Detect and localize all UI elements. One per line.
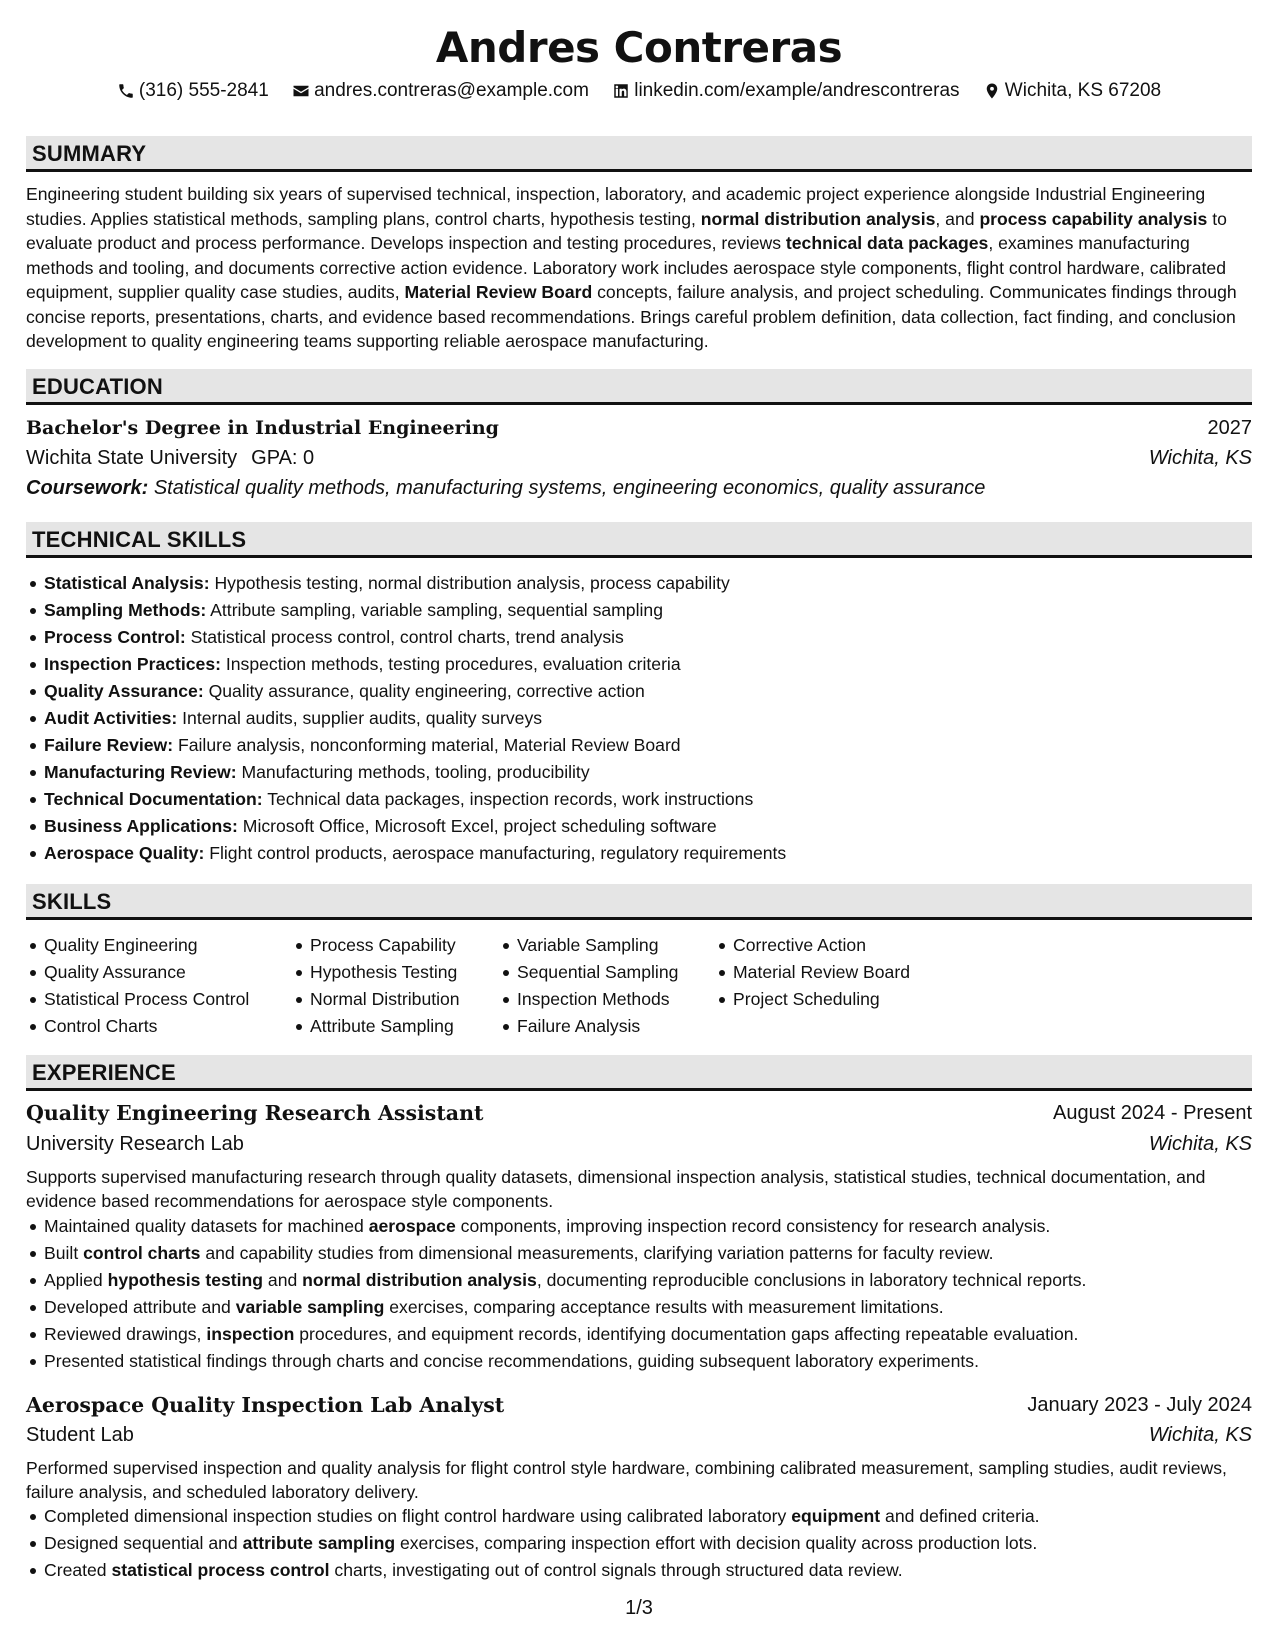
contact-location [983,79,1161,103]
bold-phrase: aerospace [368,1216,456,1236]
job-bullets [26,1503,1040,1584]
job-bullet [26,1267,1086,1294]
skill-item: Process Capability [292,932,460,959]
skill-category-text: Failure analysis, nonconforming material, Material Review Board [173,735,681,755]
job-bullet [26,1503,1040,1530]
education-degree-row [26,414,1252,442]
technical-skill-item [26,732,786,759]
gpa: GPA: 0 [251,447,315,469]
text-run: procedures, and equipment records, identifying documentation gaps affecting repeatable evaluation. [294,1324,1079,1344]
bold-phrase: Material Review Board [404,282,593,302]
text-run: Maintained quality datasets for machined [44,1216,369,1236]
school-name: Wichita State University [26,447,238,469]
skill-category-label: Inspection Practices: [44,654,221,674]
phone-icon [117,82,135,100]
bold-phrase: control charts [83,1243,201,1263]
linkedin-text: linkedin.com/example/andrescontreras [634,80,960,101]
technical-skills-list [26,570,786,867]
text-run: concepts, failure analysis, and project scheduling. Communicates findings through concise reports, presentations, charts, and evidence based recommendations. Brings careful problem definition, data collection, fact finding, and conclusion development to quality engineering teams supporting reliable aerospace manufacturing. [26,282,1237,351]
job-bullet [26,1240,1086,1267]
job-summary: Supports supervised manufacturing research through quality datasets, dimensional inspection analysis, statistical studies, technical documentation, and evidence based recommendations for aerospace style components. [26,1167,1206,1211]
job-bullet [26,1348,1086,1375]
skill-item: Inspection Methods [499,986,678,1013]
text-run: charts, investigating out of control signals through structured data review. [329,1560,903,1580]
bold-phrase: process capability analysis [979,208,1208,229]
job-location: Wichita, KS [1148,1133,1252,1155]
text-run: to evaluate product and process performance. Develops inspection and testing procedures, reviews [26,208,1227,253]
skill-category-label: Quality Assurance: [44,681,204,701]
text-run: Created [44,1560,112,1580]
skills-column [715,932,910,1013]
skill-category-text: Manufacturing methods, tooling, producibility [236,762,590,782]
phone-text: (316) 555-2841 [138,80,269,101]
skill-item: Failure Analysis [499,1013,678,1040]
job-dates: August 2024 - Present [1052,1102,1252,1124]
school-location: Wichita, KS [1148,447,1252,469]
skill-category-label: Sampling Methods: [44,600,207,620]
bold-phrase: technical data packages [785,233,989,253]
job-org: University Research Lab [26,1133,244,1155]
skill-category-text: Technical data packages, inspection records, work instructions [262,789,754,809]
contact-phone[interactable] [117,79,269,103]
text-run: components, improving inspection record consistency for research analysis. [455,1216,1051,1236]
skill-category-text: Microsoft Office, Microsoft Excel, project scheduling software [237,816,717,836]
coursework-row [26,474,1252,502]
email-icon [292,82,310,100]
summary-text [26,182,1252,354]
bold-phrase: normal distribution analysis [700,208,936,229]
skill-category-text: Flight control products, aerospace manufacturing, regulatory requirements [204,843,787,863]
text-run: , examines manufacturing methods and tooling, and documents corrective action evidence. Laboratory work includes aerospace style components, flight control hardware, calibrated equipment, supplier quality case studies, audits, [26,233,1226,302]
text-run: exercises, comparing acceptance results with measurement limitations. [384,1297,944,1317]
skill-item: Corrective Action [715,932,910,959]
summary-heading: SUMMARY [26,136,1252,172]
bold-phrase: inspection [206,1324,295,1344]
bold-phrase: normal distribution analysis [302,1270,537,1290]
contact-email[interactable] [292,79,589,103]
skill-category-text: Inspection methods, testing procedures, evaluation criteria [220,654,681,674]
location-pin-icon [983,82,1001,100]
education-school-row [26,444,1252,472]
text-run: Designed sequential and [44,1533,243,1553]
technical-skill-item [26,597,786,624]
skill-category-label: Business Applications: [44,816,238,836]
text-run: Engineering student building six years of supervised technical, inspection, laboratory, and academic project experience alongside Industrial Engineering studies. Applies statistical methods, sampling plans, control charts, hypothesis testing, [26,184,1206,229]
job-bullet [26,1294,1086,1321]
job-org-row [26,1421,1252,1449]
skill-category-text: Internal audits, supplier audits, quality surveys [177,708,543,728]
skill-category-text: Statistical process control, control charts, trend analysis [185,627,624,647]
job-title-row [26,1391,1252,1419]
contact-bar [26,79,1252,107]
job-title: Quality Engineering Research Assistant [26,1101,484,1125]
skill-item: Statistical Process Control [26,986,249,1013]
skill-category-text: Attribute sampling, variable sampling, sequential sampling [206,600,663,620]
skills-column [26,932,249,1040]
technical-skill-item [26,705,786,732]
technical-skill-item [26,813,786,840]
skill-item: Attribute Sampling [292,1013,460,1040]
job-bullets [26,1213,1086,1375]
page-number: 1/3 [625,1597,653,1619]
skills-heading: SKILLS [26,884,1252,920]
technical-skill-item [26,624,786,651]
skill-item: Control Charts [26,1013,249,1040]
text-run: Presented statistical findings through charts and concise recommendations, guiding subsequent laboratory experiments. [44,1351,979,1371]
text-run: and defined criteria. [880,1506,1040,1526]
job-location: Wichita, KS [1148,1424,1252,1446]
coursework-line [26,474,985,502]
technical-skill-item [26,678,786,705]
text-run: exercises, comparing inspection effort with decision quality across production lots. [395,1533,1038,1553]
technical-skill-item [26,759,786,786]
skill-category-label: Statistical Analysis: [44,573,210,593]
degree-year: 2027 [1207,417,1252,439]
skill-category-text: Hypothesis testing, normal distribution analysis, process capability [209,573,730,593]
text-run: Built [44,1243,84,1263]
candidate-name: Andres Contreras [435,23,843,72]
bold-phrase: variable sampling [235,1297,385,1317]
technical-skill-item [26,651,786,678]
job-summary: Performed supervised inspection and quality analysis for flight control style hardware, combining calibrated measurement, sampling studies, audit reviews, failure analysis, and scheduled laboratory delivery. [26,1458,1227,1502]
technical-skill-item [26,840,786,867]
linkedin-icon [612,82,630,100]
experience-heading: EXPERIENCE [26,1055,1252,1091]
skill-item: Hypothesis Testing [292,959,460,986]
coursework-label: Coursework: [26,477,149,499]
bold-phrase: statistical process control [111,1560,330,1580]
email-text: andres.contreras@example.com [314,80,589,101]
job-dates: January 2023 - July 2024 [1027,1394,1252,1416]
job-title: Aerospace Quality Inspection Lab Analyst [26,1393,505,1417]
skill-category-label: Failure Review: [44,735,174,755]
skills-column [499,932,678,1040]
skill-category-label: Technical Documentation: [44,789,263,809]
school-line [26,444,314,472]
skill-category-text: Quality assurance, quality engineering, corrective action [203,681,645,701]
skill-category-label: Process Control: [44,627,186,647]
bold-phrase: equipment [791,1506,881,1526]
text-run: and [263,1270,303,1290]
job-bullet [26,1321,1086,1348]
contact-linkedin[interactable] [612,79,959,103]
skill-item: Quality Engineering [26,932,249,959]
text-run: , and [935,208,980,229]
skill-item: Quality Assurance [26,959,249,986]
job-bullet [26,1557,1040,1584]
text-run: Completed dimensional inspection studies on flight control hardware using calibrated laboratory [44,1506,792,1526]
skill-item: Sequential Sampling [499,959,678,986]
education-heading: EDUCATION [26,369,1252,405]
skill-item: Normal Distribution [292,986,460,1013]
technical-skill-item [26,786,786,813]
skills-column [292,932,460,1040]
job-title-row [26,1099,1252,1127]
job-bullet [26,1213,1086,1240]
job-bullet [26,1530,1040,1557]
degree-title: Bachelor's Degree in Industrial Engineering [26,417,499,439]
skill-category-label: Audit Activities: [44,708,178,728]
skill-item: Project Scheduling [715,986,910,1013]
job-org: Student Lab [26,1424,134,1446]
text-run: and capability studies from dimensional measurements, clarifying variation patterns for faculty review. [200,1243,994,1263]
skill-item: Variable Sampling [499,932,678,959]
bold-phrase: hypothesis testing [107,1270,264,1290]
text-run: Reviewed drawings, [44,1324,207,1344]
skill-item: Material Review Board [715,959,910,986]
skill-category-label: Aerospace Quality: [44,843,205,863]
technical-skills-heading: TECHNICAL SKILLS [26,522,1252,558]
job-org-row [26,1130,1252,1158]
skill-category-label: Manufacturing Review: [44,762,237,782]
text-run: , documenting reproducible conclusions in laboratory technical reports. [536,1270,1087,1290]
text-run: Applied [44,1270,108,1290]
location-text: Wichita, KS 67208 [1004,80,1162,101]
technical-skill-item [26,570,786,597]
text-run: Developed attribute and [44,1297,236,1317]
coursework-text: Statistical quality methods, manufacturing systems, engineering economics, quality assurance [153,477,986,499]
bold-phrase: attribute sampling [242,1533,396,1553]
